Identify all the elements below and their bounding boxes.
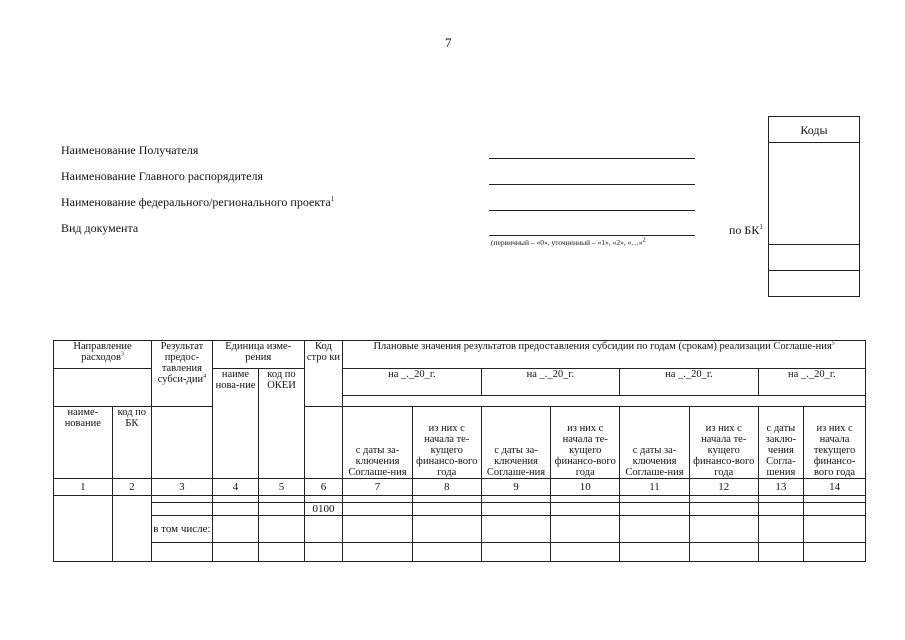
table-cell xyxy=(551,496,620,503)
table-cell xyxy=(259,503,305,516)
table-cell xyxy=(343,516,413,543)
table-cell xyxy=(259,543,305,562)
manager-line xyxy=(489,184,695,185)
page-number: 7 xyxy=(445,35,452,50)
col-number: 6 xyxy=(304,479,342,496)
table-cell xyxy=(412,543,481,562)
col-number: 2 xyxy=(112,479,151,496)
table-cell xyxy=(804,543,866,562)
period-2-header: на _._20_г. xyxy=(481,369,620,396)
p1-since-year: из них с начала те-кущего финансо-вого года xyxy=(412,407,481,479)
table-cell xyxy=(551,543,620,562)
table-row xyxy=(54,496,866,503)
table-cell xyxy=(481,503,551,516)
unit-header: Единица изме-рения xyxy=(212,341,304,369)
table-cell xyxy=(551,503,620,516)
table-cell xyxy=(152,503,213,516)
p1-since-agreement: с даты за-ключения Соглаше-ния xyxy=(343,407,413,479)
table-cell xyxy=(620,503,690,516)
table-cell xyxy=(689,503,758,516)
doc-type-line xyxy=(489,235,695,236)
table-cell xyxy=(481,543,551,562)
codes-divider xyxy=(769,270,859,271)
table-cell xyxy=(304,543,342,562)
table-cell xyxy=(304,496,342,503)
period-gap xyxy=(343,396,866,407)
recipient-line xyxy=(489,158,695,159)
table-cell xyxy=(758,496,803,503)
table-cell xyxy=(620,543,690,562)
col-number: 5 xyxy=(259,479,305,496)
table-cell xyxy=(212,516,259,543)
project-footnote-ref: 1 xyxy=(330,195,335,203)
table-cell xyxy=(343,496,413,503)
codes-title: Коды xyxy=(800,123,828,137)
table-cell xyxy=(343,543,413,562)
table-row xyxy=(54,503,866,516)
row-code-header: Код стро ки xyxy=(304,341,342,407)
period-4-header: на _._20_г. xyxy=(758,369,865,396)
results-table xyxy=(53,340,866,562)
col-number: 14 xyxy=(804,479,866,496)
table-cell xyxy=(259,516,305,543)
table-row xyxy=(54,516,866,543)
column-numbers-row xyxy=(54,479,866,496)
table-cell xyxy=(54,496,113,562)
table-cell xyxy=(620,516,690,543)
plan-header: Плановые значения результатов предоставления субсидии по годам (срокам) реализации Соглаше-ния$^5$ xyxy=(343,341,866,369)
table-cell xyxy=(343,503,413,516)
table-cell xyxy=(481,516,551,543)
codes-divider xyxy=(769,244,859,245)
table-cell xyxy=(689,516,758,543)
codes-divider xyxy=(769,142,859,143)
unit-name-header: наиме нова-ние xyxy=(212,369,259,479)
name-header: наиме-нование xyxy=(54,407,113,479)
p3-since-year: из них с начала те-кущего финансо-вого года xyxy=(689,407,758,479)
table-cell xyxy=(551,516,620,543)
table-cell xyxy=(758,503,803,516)
table-cell xyxy=(212,496,259,503)
po-bk-label: по $БК^1$ xyxy=(729,223,763,237)
direction-header: Направление расходов$^3$ xyxy=(54,341,152,369)
col-number: 9 xyxy=(481,479,551,496)
p2-since-year: из них с начала те-кущего финансо-вого года xyxy=(551,407,620,479)
table-row xyxy=(54,543,866,562)
codes-box xyxy=(768,116,860,297)
p4-since-agreement: с даты заклю-чения Согла-шения xyxy=(758,407,803,479)
table-cell xyxy=(112,496,151,562)
p3-since-agreement: с даты за-ключения Соглаше-ния xyxy=(620,407,690,479)
table-cell xyxy=(804,503,866,516)
result-header-spacer xyxy=(152,407,213,479)
period-3-header: на _._20_г. xyxy=(620,369,759,396)
col-number: 4 xyxy=(212,479,259,496)
table-cell xyxy=(481,496,551,503)
col-number: 11 xyxy=(620,479,690,496)
doc-type-hint: (первичный – «0», уточненный – «1», «2», «…»$^2$ xyxy=(491,237,646,247)
table-cell xyxy=(212,503,259,516)
col-number: 13 xyxy=(758,479,803,496)
including-label: в том числе: xyxy=(152,516,213,543)
table-cell xyxy=(412,516,481,543)
result-header: Результат предос-тавления субси-дии$^4$ xyxy=(152,341,213,407)
project-label: Наименование федерального/регионального проекта$^1$ xyxy=(61,195,335,209)
direction-header-spacer xyxy=(54,369,152,407)
period-1-header: на _._20_г. xyxy=(343,369,482,396)
table-cell xyxy=(412,503,481,516)
table-cell xyxy=(412,496,481,503)
col-number: 3 xyxy=(152,479,213,496)
col-number: 10 xyxy=(551,479,620,496)
doc-type-label: Вид документа xyxy=(61,221,139,235)
table-cell xyxy=(758,543,803,562)
col-number: 1 xyxy=(54,479,113,496)
table-cell xyxy=(804,516,866,543)
p2-since-agreement: с даты за-ключения Соглаше-ния xyxy=(481,407,551,479)
row-code-header-spacer xyxy=(304,407,342,479)
col-number: 7 xyxy=(343,479,413,496)
bk-code-header: код по БК xyxy=(112,407,151,479)
table-cell xyxy=(152,543,213,562)
col-number: 12 xyxy=(689,479,758,496)
p4-since-year: из них с начала текущего финансо-вого года xyxy=(804,407,866,479)
col-number: 8 xyxy=(412,479,481,496)
table-cell xyxy=(152,496,213,503)
table-cell xyxy=(212,543,259,562)
project-line xyxy=(489,210,695,211)
recipient-label: Наименование Получателя xyxy=(61,143,199,157)
table-cell xyxy=(304,516,342,543)
table-cell xyxy=(758,516,803,543)
table-cell xyxy=(620,496,690,503)
table-cell xyxy=(689,543,758,562)
table-cell xyxy=(689,496,758,503)
table-cell xyxy=(259,496,305,503)
okei-header: код по ОКЕИ xyxy=(259,369,305,479)
table-cell xyxy=(804,496,866,503)
manager-label: Наименование Главного распорядителя xyxy=(61,169,264,183)
row-code-value: 0100 xyxy=(304,503,342,516)
